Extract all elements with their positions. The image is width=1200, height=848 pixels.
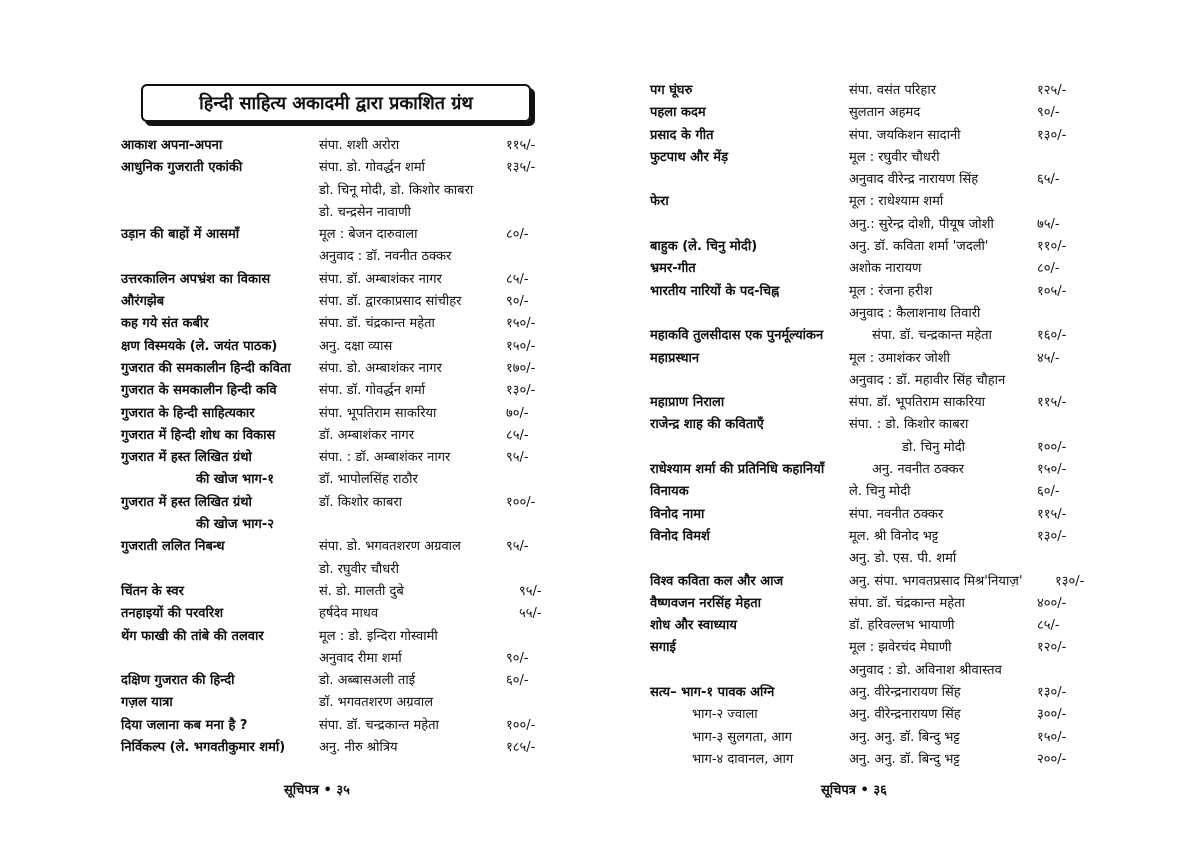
list-item — [0, 268, 600, 290]
list-item — [600, 101, 1200, 123]
book-price: ४००/- — [1037, 595, 1067, 611]
book-price: १०५/- — [1037, 283, 1067, 299]
list-item — [0, 513, 600, 535]
book-editor: डॉ. भापोलसिंह राठौर — [319, 472, 418, 488]
list-item — [0, 558, 600, 580]
catalog-list-right — [600, 79, 1200, 770]
book-price: ४५/- — [1037, 350, 1060, 366]
book-title: भाग-२ ज्वाला — [692, 707, 758, 723]
book-title: भ्रमर-गीत — [650, 261, 696, 277]
book-editor: संपा. शशी अरोरा — [319, 138, 400, 153]
book-price: १५०/- — [1037, 462, 1067, 478]
book-price: ९०/- — [506, 650, 529, 666]
book-editor: डो. रघुवीर चौधरी — [319, 561, 399, 577]
book-price: १००/- — [1037, 439, 1067, 455]
book-title: विनायक — [650, 484, 689, 500]
book-editor: संपा. डॉ. गोवर्द्धन शर्मा — [319, 383, 426, 399]
book-editor: अनु. दक्षा व्यास — [319, 338, 393, 354]
list-item — [0, 491, 600, 513]
book-title: गज़ल यात्रा — [121, 695, 173, 711]
book-title: महाप्रस्थान — [650, 350, 700, 366]
book-title: गुजरात में हस्त लिखित ग्रंथो — [121, 494, 252, 510]
book-editor: संपा. वसंत परिहार — [849, 83, 937, 98]
list-item — [600, 614, 1200, 636]
book-title: गुजरात के हिन्दी साहित्यकार — [121, 405, 255, 421]
book-editor: ले. चिनु मोदी — [849, 484, 911, 500]
book-title: कह गये संत कबीर — [121, 316, 209, 332]
book-price: १३०/- — [1037, 528, 1067, 544]
book-price: ६५/- — [1037, 172, 1060, 188]
book-editor: डो. चन्द्रसेन नावाणी — [319, 204, 411, 220]
book-editor: संपा. नवनीत ठक्कर — [849, 506, 944, 522]
book-title: औरंगझेब — [121, 294, 165, 310]
list-item — [0, 580, 600, 602]
book-editor: अनु. वीरेन्द्रनारायण सिंह — [849, 707, 961, 723]
book-editor: सुलतान अहमद — [849, 105, 921, 121]
book-editor: संपा. डॉ. चंद्रकान्त महेता — [319, 316, 435, 332]
book-title: भाग-३ सुलगता, आग — [692, 729, 792, 745]
list-item — [600, 235, 1200, 257]
book-title: फुटपाथ और मेंड़ — [650, 149, 729, 165]
book-title: क्षण विस्मयके (ले. जयंत पाठक) — [121, 338, 278, 354]
book-title: महाकवि तुलसीदास एक पुनर्मूल्यांकन — [650, 328, 824, 344]
book-title: भाग-४ दावानल, आग — [692, 751, 794, 767]
book-editor: अनु. अनु. डॉ. बिन्दु भट्ट — [849, 729, 960, 745]
book-price: ११५/- — [506, 138, 536, 153]
book-title: उत्तरकालिन अपभ्रंश का विकास — [121, 271, 271, 287]
book-price: ९५/- — [506, 450, 529, 466]
list-item — [0, 424, 600, 446]
book-editor: अनुवाद : डो. अविनाश श्रीवास्तव — [849, 662, 1002, 678]
list-item — [0, 402, 600, 424]
list-item — [600, 703, 1200, 725]
book-price: ६०/- — [506, 673, 529, 689]
list-item — [600, 636, 1200, 658]
catalog-list-left — [0, 134, 600, 758]
list-item — [600, 458, 1200, 480]
book-title: गुजरात में हस्त लिखित ग्रंथो — [121, 450, 252, 466]
book-editor: अशोक नारायण — [849, 261, 922, 277]
book-editor: मूल : राधेश्याम शर्मा — [849, 194, 944, 210]
book-title: गुजरात के समकालीन हिन्दी कवि — [121, 383, 277, 399]
list-item — [0, 223, 600, 245]
book-price: ८०/- — [1037, 261, 1060, 277]
book-title: गुजराती ललित निबन्ध — [121, 539, 225, 555]
book-editor: अनु. अनु. डॉ. बिन्दु भट्ट — [849, 751, 960, 767]
list-item — [0, 379, 600, 401]
list-item — [600, 525, 1200, 547]
list-item — [600, 213, 1200, 235]
list-item — [0, 335, 600, 357]
page-title: हिन्दी साहित्य अकादमी द्वारा प्रकाशित ग्रंथ — [141, 84, 531, 122]
book-editor: डॉ. हरिवल्लभ भायाणी — [849, 618, 955, 634]
book-editor: संपा. डॉ. अम्बाशंकर नागर — [319, 271, 442, 287]
book-price: १५०/- — [506, 338, 536, 354]
book-price: १५०/- — [506, 316, 536, 332]
book-title: विनोद विमर्श — [650, 528, 710, 544]
book-price: १००/- — [506, 494, 536, 510]
book-price: ७५/- — [1037, 216, 1060, 232]
book-editor: मूल : रंजना हरीश — [849, 283, 933, 299]
book-price: १३०/- — [1037, 685, 1067, 701]
list-item — [600, 391, 1200, 413]
list-item — [600, 190, 1200, 212]
list-item — [0, 736, 600, 758]
list-item — [600, 503, 1200, 525]
list-item — [0, 714, 600, 736]
book-price: ३००/- — [1037, 707, 1067, 723]
book-editor: मूल : रघुवीर चौधरी — [849, 149, 940, 165]
book-editor: हर्षदेव माधव — [319, 606, 379, 622]
book-editor: अनु. डॉ. कविता शर्मा 'जदली' — [849, 239, 989, 255]
book-price: ११०/- — [1037, 239, 1067, 255]
list-item — [600, 413, 1200, 435]
page-footer: सूचिपत्र • ३५ — [284, 783, 350, 798]
book-editor: संपा. जयकिशन सादानी — [849, 127, 961, 143]
book-title: पहला कदम — [650, 105, 706, 121]
book-title: फेरा — [650, 194, 669, 210]
book-price: ९५/- — [519, 583, 542, 599]
list-item — [0, 446, 600, 468]
book-title: विश्व कविता कल और आज — [650, 573, 784, 589]
book-price: १००/- — [506, 717, 536, 733]
book-price: ११५/- — [1037, 506, 1067, 522]
book-price: १५०/- — [1037, 729, 1067, 745]
book-editor: सं. डो. मालती दुबे — [319, 583, 404, 599]
list-item — [0, 312, 600, 334]
right-page — [600, 0, 1200, 848]
list-item — [0, 357, 600, 379]
book-editor: अनुवाद : डॉ. नवनीत ठक्कर — [319, 249, 452, 265]
book-price: ८५/- — [506, 427, 529, 443]
book-title: गुजरात में हिन्दी शोध का विकास — [121, 427, 276, 443]
book-price: ८५/- — [506, 271, 529, 287]
book-editor: अनु. नीरु श्रोत्रिय — [319, 740, 398, 756]
list-item — [600, 726, 1200, 748]
book-price: ७०/- — [506, 405, 529, 421]
book-title: राधेश्याम शर्मा की प्रतिनिधि कहानियाँ — [650, 462, 825, 478]
book-price: १६०/- — [1037, 328, 1067, 344]
book-editor: अनु. संपा. भगवतप्रसाद मिश्र'नियाज़' — [849, 573, 1023, 589]
book-editor: अनुवाद : कैलाशनाथ तिवारी — [849, 305, 981, 321]
book-editor: अनुवाद वीरेन्द्र नारायण सिंह — [849, 172, 979, 188]
book-price: ९०/- — [506, 294, 529, 310]
book-editor: संपा. डो. अम्बाशंकर नागर — [319, 360, 442, 376]
book-price: १३०/- — [1037, 127, 1067, 143]
book-price: ६०/- — [1037, 484, 1060, 500]
book-price: ११५/- — [1037, 395, 1067, 411]
book-editor: डो. चिनु मोदी — [902, 439, 965, 455]
book-editor: मूल : बेजन दारुवाला — [319, 227, 418, 243]
book-title: आधुनिक गुजराती एकांकी — [121, 160, 243, 176]
book-price: १३०/- — [506, 383, 536, 399]
book-title: महाप्राण निराला — [650, 395, 725, 411]
list-item — [600, 547, 1200, 569]
list-item — [0, 468, 600, 490]
book-editor: अनु. नवनीत ठक्कर — [872, 462, 964, 478]
book-title: दिया जलाना कब मना है ? — [121, 717, 248, 733]
book-editor: संपा. डो. भगवतशरण अग्रवाल — [319, 539, 461, 555]
list-item — [600, 347, 1200, 369]
book-editor: डो. चिनू मोदी, डो. किशोर काबरा — [319, 182, 474, 198]
book-title: सत्य– भाग-१ पावक अग्नि — [650, 685, 775, 701]
book-title: विनोद नामा — [650, 506, 705, 522]
book-editor: डॉ. अम्बाशंकर नागर — [319, 427, 415, 443]
book-editor: अनुवाद रीमा शर्मा — [319, 650, 402, 666]
book-editor: अनु. डो. एस. पी. शर्मा — [849, 551, 957, 567]
list-item — [0, 647, 600, 669]
book-editor: अनु. वीरेन्द्रनारायण सिंह — [849, 685, 961, 701]
book-editor: मूल. श्री विनोद भट्ट — [849, 528, 939, 544]
list-item — [0, 535, 600, 557]
book-editor: संपा. : डो. किशोर काबरा — [849, 417, 969, 433]
list-item — [600, 748, 1200, 770]
book-title: आकाश अपना-अपना — [121, 138, 223, 153]
book-price: १८५/- — [506, 740, 536, 756]
book-title: शोध और स्वाध्याय — [650, 618, 737, 634]
book-title: चिंतन के स्वर — [121, 583, 184, 599]
list-item — [600, 480, 1200, 502]
book-price: १२०/- — [1037, 640, 1067, 656]
book-title: की खोज भाग-२ — [196, 517, 275, 533]
book-editor: संपा. डो. गोवर्द्धन शर्मा — [319, 160, 426, 176]
book-price: २००/- — [1037, 751, 1067, 767]
book-editor: मूल : डो. इन्दिरा गोस्वामी — [319, 628, 438, 644]
list-item — [600, 302, 1200, 324]
list-item — [600, 659, 1200, 681]
page-footer: सूचिपत्र • ३६ — [821, 783, 887, 798]
list-item — [600, 436, 1200, 458]
book-editor: संपा. : डॉ. अम्बाशंकर नागर — [319, 450, 451, 466]
book-title: सगाई — [650, 640, 676, 656]
book-title: की खोज भाग-१ — [196, 472, 275, 488]
list-item — [0, 602, 600, 624]
book-editor: डॉ. भगवतशरण अग्रवाल — [319, 695, 434, 711]
book-editor: मूल : उमाशंकर जोशी — [849, 350, 950, 366]
list-item — [0, 245, 600, 267]
list-item — [600, 257, 1200, 279]
list-item — [600, 324, 1200, 346]
list-item — [0, 201, 600, 223]
book-editor: संपा. भूपतिराम साकरिया — [319, 405, 437, 421]
book-price: ८५/- — [1037, 618, 1060, 634]
book-editor: अनु.: सुरेन्द्र दोशी, पीयूष जोशी — [849, 216, 994, 232]
list-item — [0, 691, 600, 713]
book-title: भारतीय नारियों के पद-चिह्न — [650, 283, 780, 299]
list-item — [0, 669, 600, 691]
list-item — [0, 179, 600, 201]
book-title: गुजरात की समकालीन हिन्दी कविता — [121, 360, 291, 376]
book-price: १७०/- — [506, 360, 536, 376]
book-price: ८०/- — [506, 227, 529, 243]
list-item — [600, 146, 1200, 168]
book-title: पग घूंघरु — [650, 83, 693, 98]
book-title: उड़ान की बाहों में आसमाँ — [121, 227, 240, 243]
book-title: राजेन्द्र शाह की कविताएँ — [650, 417, 764, 433]
book-editor: संपा. डॉ. चंद्रकान्त महेता — [849, 595, 965, 611]
list-item — [600, 79, 1200, 101]
book-price: ९५/- — [506, 539, 529, 555]
book-price: १३०/- — [1055, 573, 1085, 589]
book-title: वैष्णवजन नरसिंह मेहता — [650, 595, 761, 611]
book-title: बाहुक (ले. चिनु मोदी) — [650, 239, 758, 255]
list-item — [0, 134, 600, 156]
book-price: ९०/- — [1037, 105, 1060, 121]
book-title: दक्षिण गुजरात की हिन्दी — [121, 673, 235, 689]
list-item — [600, 280, 1200, 302]
book-editor: संपा. डॉ. चन्द्रकान्त महेता — [319, 717, 439, 733]
list-item — [600, 369, 1200, 391]
list-item — [0, 290, 600, 312]
book-editor: संपा. डॉ. द्वारकाप्रसाद सांचीहर — [319, 294, 462, 310]
list-item — [600, 570, 1200, 592]
list-item — [600, 168, 1200, 190]
book-editor: डो. अब्बासअली ताई — [319, 673, 416, 689]
book-editor: मूल : झवेरचंद मेघाणी — [849, 640, 952, 656]
book-editor: अनुवाद : डॉ. महावीर सिंह चौहान — [849, 372, 1006, 388]
list-item — [600, 592, 1200, 614]
book-title: तनहाइयों की परवरिश — [121, 606, 224, 622]
list-item — [600, 681, 1200, 703]
book-editor: संपा. डॉ. भूपतिराम साकरिया — [849, 395, 986, 411]
book-price: १३५/- — [506, 160, 536, 176]
book-price: १२५/- — [1037, 83, 1067, 98]
list-item — [600, 124, 1200, 146]
book-title: निर्विकल्प (ले. भगवतीकुमार शर्मा) — [121, 740, 286, 756]
book-editor: डॉ. किशोर काबरा — [319, 494, 403, 510]
book-editor: संपा. डॉ. चन्द्रकान्त महेता — [872, 328, 992, 344]
book-title: प्रसाद के गीत — [650, 127, 714, 143]
list-item — [0, 156, 600, 178]
book-price: ५५/- — [519, 606, 542, 622]
list-item — [0, 625, 600, 647]
book-title: थेंग फाखी की तांबे की तलवार — [121, 628, 264, 644]
